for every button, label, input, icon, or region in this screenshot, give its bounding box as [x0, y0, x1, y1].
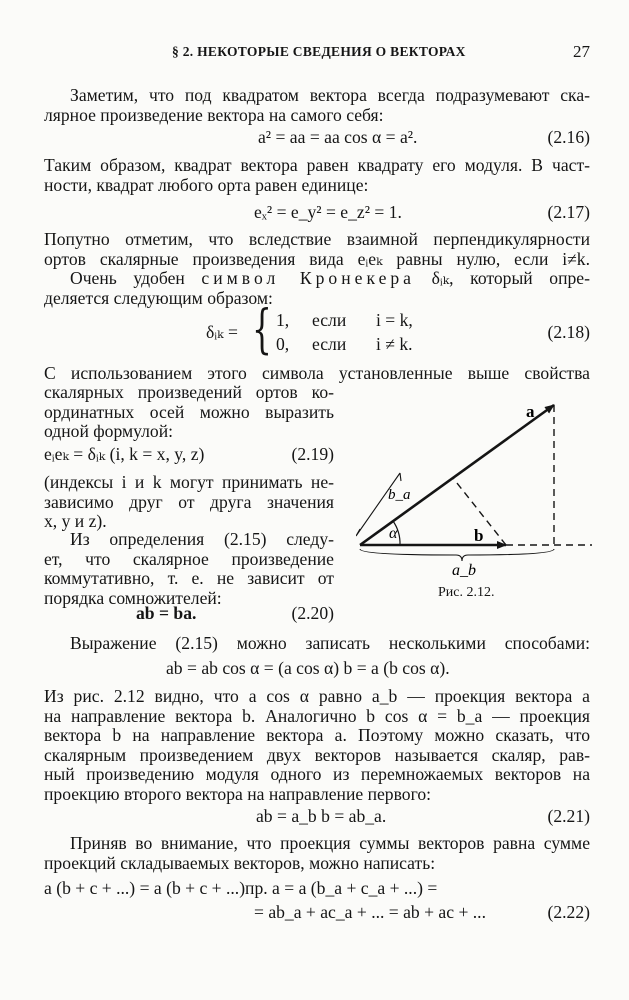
paragraph-4	[44, 269, 590, 308]
label-ba: b_a	[388, 487, 411, 503]
paragraph-5-rest	[44, 383, 334, 442]
paragraph-1	[44, 86, 590, 125]
text-line: зависимо друг от друга значения	[44, 491, 334, 512]
equation-number: (2.21)	[547, 806, 590, 826]
text-line: проекцию второго вектора на направление первого:	[44, 783, 432, 804]
text-line: ный произведению модуля одного из перемножаемых векторов на	[44, 764, 590, 784]
text-line: скалярным произведением двух векторов называется скаляр, рав-	[44, 744, 590, 765]
text-line: вектора b на направление вектора a. Поэтому можно сказать, что	[44, 725, 590, 745]
paragraph-8	[44, 634, 590, 654]
formula: ab = a_b b = ab_a.	[256, 806, 387, 826]
formula: eᵢeₖ = δᵢₖ (i, k = x, y, z)	[44, 444, 205, 464]
text-line: лярное произведение вектора на самого себя:	[44, 104, 384, 125]
paragraph-10	[44, 834, 590, 873]
label-a: a	[526, 402, 535, 421]
case-value: 1,	[276, 310, 290, 330]
formula-lhs: δᵢₖ =	[206, 322, 238, 342]
text-line: порядка сомножителей:	[44, 587, 222, 608]
text-line: Из определения (2.15) следу-	[70, 529, 334, 549]
case-value: 0,	[276, 334, 290, 354]
text-line: одной формулой:	[44, 421, 174, 441]
label-alpha: α	[389, 525, 398, 542]
vector-a-arrow	[360, 405, 554, 545]
text-line: скалярных произведений ортов ко-	[44, 382, 334, 402]
equation-2-19	[44, 445, 334, 467]
equation-2-21	[44, 806, 590, 828]
equation-number: (2.16)	[547, 127, 590, 147]
equation-2-17	[44, 202, 590, 224]
case-word: если	[312, 334, 347, 354]
text-line: Из рис. 2.12 видно, что a cos α равно a_b — проекция вектора a	[44, 686, 590, 706]
equation-number: (2.19)	[291, 444, 334, 464]
figure-caption: Рис. 2.12.	[438, 585, 495, 600]
text-line: Приняв во внимание, что проекция суммы векторов равна сумме	[70, 833, 590, 853]
text-line: Таким образом, квадрат вектора равен квадрату его модуля. В част-	[44, 155, 590, 175]
paragraph-7	[44, 530, 334, 608]
formula: a² = aa = aa cos α = a².	[258, 127, 418, 147]
equation-number: (2.22)	[547, 902, 590, 922]
label-b: b	[474, 526, 484, 545]
text-line	[44, 269, 590, 289]
text-line: ортов скалярные произведения вида eᵢeₖ равны нулю, если i≠k.	[44, 248, 590, 269]
text-line: проекций складываемых векторов, можно написать:	[44, 852, 436, 873]
text-line: Заметим, что под квадратом вектора всегда подразумевают ска-	[70, 85, 590, 105]
text-line: (индексы i и k могут принимать не-	[44, 472, 334, 492]
formula-line: = ab_a + ac_a + ... = ab + ac + ...	[254, 902, 486, 922]
equation-2-16	[44, 127, 590, 149]
running-header	[44, 44, 590, 66]
case-condition: i ≠ k.	[376, 334, 413, 354]
formula: eₓ² = e_y² = e_z² = 1.	[254, 202, 402, 222]
text-line: ет, что скалярное произведение	[44, 548, 334, 569]
equation-2-15-forms	[44, 658, 590, 680]
label-ab: a_b	[452, 562, 476, 579]
header-title: § 2. НЕКОТОРЫЕ СВЕДЕНИЯ О ВЕКТОРАХ	[172, 44, 466, 59]
text-line: деляется следующим образом:	[44, 287, 273, 308]
text-line: коммутативно, т. е. не зависит от	[44, 568, 334, 588]
formula-line: a (b + c + ...) = a (b + c + ...)пр. a = a (b_a + c_a + ...) =	[44, 878, 438, 898]
equation-2-20	[44, 604, 334, 626]
page-number: 27	[573, 42, 590, 61]
text-line: x, y и z).	[44, 511, 107, 531]
equation-number: (2.20)	[291, 603, 334, 623]
figure-2-12	[356, 395, 596, 605]
paragraph-6	[44, 473, 334, 532]
paragraph-2	[44, 156, 590, 195]
equation-2-22	[44, 878, 590, 928]
case-word: если	[312, 310, 347, 330]
paragraph-3	[44, 230, 590, 269]
text-line: ординатных осей можно выразить	[44, 401, 334, 422]
text-line: С использованием этого символа установленные выше свойства	[44, 363, 590, 383]
brace-symbol: {	[252, 300, 272, 360]
term-kronecker: символ Кронекера	[201, 268, 415, 288]
paragraph-9	[44, 687, 590, 804]
text-line: ности, квадрат любого орта равен единице:	[44, 174, 369, 195]
formula: ab = ba.	[136, 603, 197, 623]
formula: ab = ab cos α = (a cos α) b = a (b cos α).	[166, 658, 450, 678]
case-condition: i = k,	[376, 310, 413, 330]
text-span: δᵢₖ, который опре-	[431, 268, 590, 288]
ab-dimension-brace	[360, 549, 554, 561]
paragraph-5-line1	[44, 364, 590, 384]
equation-number: (2.18)	[547, 322, 590, 342]
text-line: Выражение (2.15) можно записать несколькими способами:	[70, 633, 590, 653]
equation-number: (2.17)	[547, 202, 590, 222]
text-line: Попутно отметим, что вследствие взаимной перпендикулярности	[44, 229, 590, 249]
text-span: Очень удобен	[70, 268, 185, 288]
text-line: на направление вектора b. Аналогично b cos α = b_a — проекция	[44, 705, 590, 726]
